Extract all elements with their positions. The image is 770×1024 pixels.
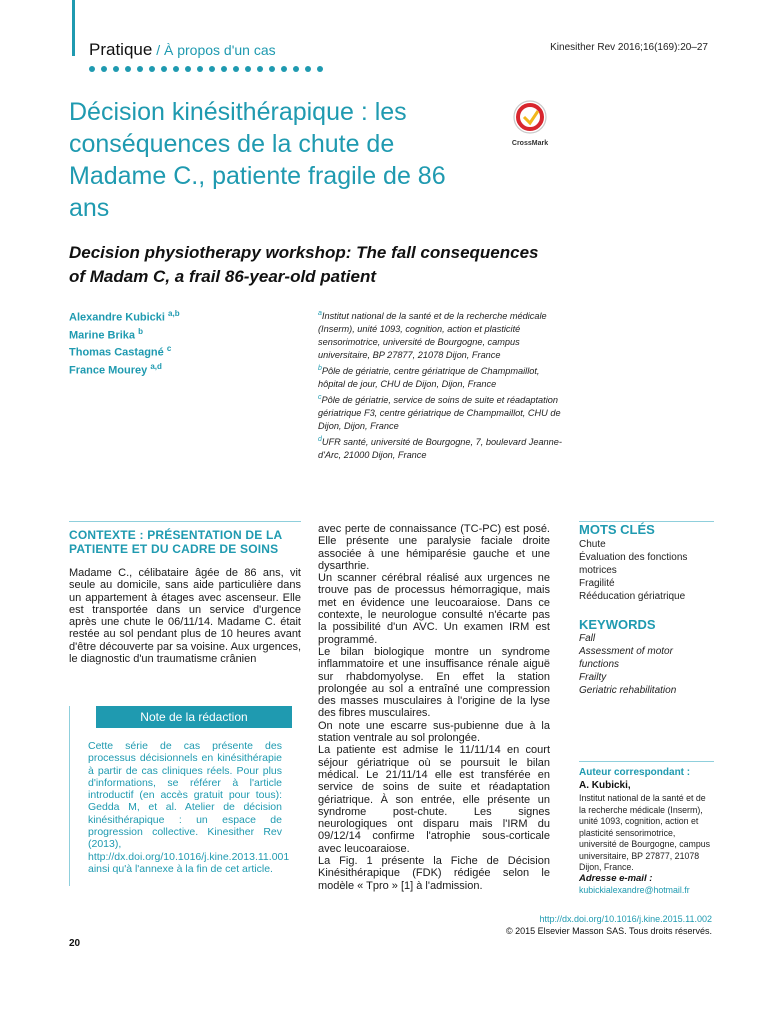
article-title-fr: Décision kinésithérapique : les conséquences de la chute de Madame C., patiente fragile de 86 ans	[69, 98, 446, 222]
page-number: 20	[69, 938, 81, 949]
crossmark-icon	[513, 100, 547, 134]
email-link[interactable]: kubickialexandre@hotmail.fr	[579, 885, 690, 895]
keyword: Assessment of motor functions	[579, 646, 673, 670]
keyword: Fall	[579, 633, 596, 644]
paragraph: avec perte de connaissance (TC-PC) est posé. Elle présente une paralysie faciale droite associée à une hémiparésie gauche et une dysarthrie.	[318, 523, 550, 572]
corresponding-author-heading: Auteur correspondant :	[579, 767, 691, 778]
crossmark-badge[interactable]	[510, 100, 550, 147]
corresponding-author-address: Institut national de la santé et de la recherche médicale (Inserm), unité 1093, cognition, action et plasticité sensorimotrice, université de Bourgogne, campus universitaire, BP 27877, 21078 Dijon, France.	[579, 793, 711, 872]
keyword: Chute	[579, 539, 606, 550]
column-divider	[69, 521, 301, 522]
keyword: Rééducation gériatrique	[579, 591, 686, 602]
section-label: Pratique	[89, 40, 153, 59]
journal-citation: Kinesither Rev 2016;16(169):20–27	[550, 42, 708, 53]
keyword: Évaluation des fonctions motrices	[579, 552, 688, 576]
paragraph: Un scanner cérébral réalisé aux urgences ne trouve pas de processus hémorragique, mais met en évidence une leucoaraiose. Dans ce contexte, le neurologue consulté n'écarte pas la possibilité d'un AVC. Un examen IRM est programmé.	[318, 572, 550, 646]
paragraph: La patiente est admise le 11/11/14 en court séjour gériatrique où se poursuit le bilan médical. Le 21/11/14 elle est transférée en service de soins de suite et réadaptation gériatrique. À son entrée, elle présente un syndrome post-chute. Les signes neurologiques ont disparu mais l'IRM du 09/12/14 confirme l'atrophie sous-corticale avec leucoaraiose.	[318, 744, 550, 855]
context-paragraph: Madame C., célibataire âgée de 86 ans, vit seule au domicile, sans aide particulière dans un appartement à étages avec ascenseur. Elle est transportée dans un service d'urgence après une chute le 06/11/14. Madame C. était restée au sol pendant plus de 10 heures avant d'être découverte par sa voisine. Aux urgences, le diagnostic d'un traumatisme crânien	[69, 567, 301, 666]
context-continued	[318, 523, 550, 892]
keywords-en-heading: KEYWORDS	[579, 617, 656, 632]
author: France Mourey $^{a,d}$	[69, 361, 162, 377]
header-dots	[89, 66, 323, 72]
email-label: Adresse e-mail :	[579, 873, 653, 884]
affiliation: $^b$Pôle de gériatrie, centre gériatrique de Champmaillot, hôpital de jour, CHU de Dijon, Dijon, France	[318, 365, 540, 390]
author-list	[69, 307, 180, 378]
paragraph: On note une escarre sus-pubienne due à la station ventrale au sol prolongée.	[318, 719, 550, 745]
doi-link[interactable]: http://dx.doi.org/10.1016/j.kine.2015.11.002	[539, 914, 712, 924]
correspondent-divider	[579, 761, 714, 762]
keywords-en-list	[579, 632, 714, 697]
author: Marine Brika $^b$	[69, 326, 143, 342]
affiliation: $^a$Institut national de la santé et de la recherche médicale (Inserm), unité 1093, cognition, action et plasticité sensorimotrice, université de Bourgogne, campus universitaire, BP 27877, 21078 Dijon, France	[318, 310, 547, 361]
article-title-en: Decision physiotherapy workshop: The fall consequences of Madam C, a frail 86-year-old patient	[69, 243, 539, 286]
author: Thomas Castagné $^c$	[69, 344, 172, 359]
keyword: Frailty	[579, 672, 607, 683]
editor-note-text: Cette série de cas présente des processus décisionnels en kinésithérapie à partir de cas cliniques réels. Pour plus d'informations, se référer à l'article introductif (en accès gratuit pour tous): Gedda M, et al. Atelier de décision kinésithérapique : un espace de progression collective. Kinesither Rev (2013), http://dx.doi.org/10.1016/j.kine.2013.11.001 ainsi qu'à l'annexe à la fin de cet article.	[88, 740, 290, 875]
paragraph: Le bilan biologique montre un syndrome inflammatoire et une insuffisance rénale aiguë sur rhabdomyolyse. En effet la station prolongée au sol a entraîné une compression des masses musculaires à l'origine de la lyse des fibres musculaires.	[318, 645, 550, 720]
affiliation: $^d$UFR santé, université de Bourgogne, 7, boulevard Jeanne-d'Arc, 21000 Dijon, France	[318, 436, 562, 461]
header-accent-bar	[72, 0, 75, 56]
crossmark-label: CrossMark	[511, 140, 549, 147]
keyword: Geriatric rehabilitation	[579, 685, 677, 696]
copyright-notice: © 2015 Elsevier Masson SAS. Tous droits réservés.	[505, 926, 712, 936]
corresponding-author-name: A. Kubicki,	[579, 780, 631, 791]
keyword: Fragilité	[579, 578, 615, 589]
subsection-label: / À propos d'un cas	[152, 42, 276, 58]
section-heading	[89, 40, 276, 60]
affiliation: $^c$Pôle de gériatrie, service de soins de suite et réadaptation gériatrique F3, centre gériatrique de Champmaillot, CHU de Dijon, Dijon, France	[318, 394, 561, 432]
author: Alexandre Kubicki $^{a,b}$	[69, 309, 180, 324]
context-heading: CONTEXTE : PRÉSENTATION DE LA PATIENTE ET DU CADRE DE SOINS	[69, 528, 282, 556]
keywords-fr-list	[579, 538, 714, 603]
affiliation-list	[318, 307, 563, 462]
keywords-fr-heading: MOTS CLÉS	[579, 522, 655, 537]
editor-note-heading: Note de la rédaction	[96, 706, 292, 728]
paragraph: La Fig. 1 présente la Fiche de Décision Kinésithérapique (FDK) rédigée selon le modèle « Tpro » [1] à l'admission.	[318, 855, 550, 892]
note-side-line	[69, 706, 70, 886]
